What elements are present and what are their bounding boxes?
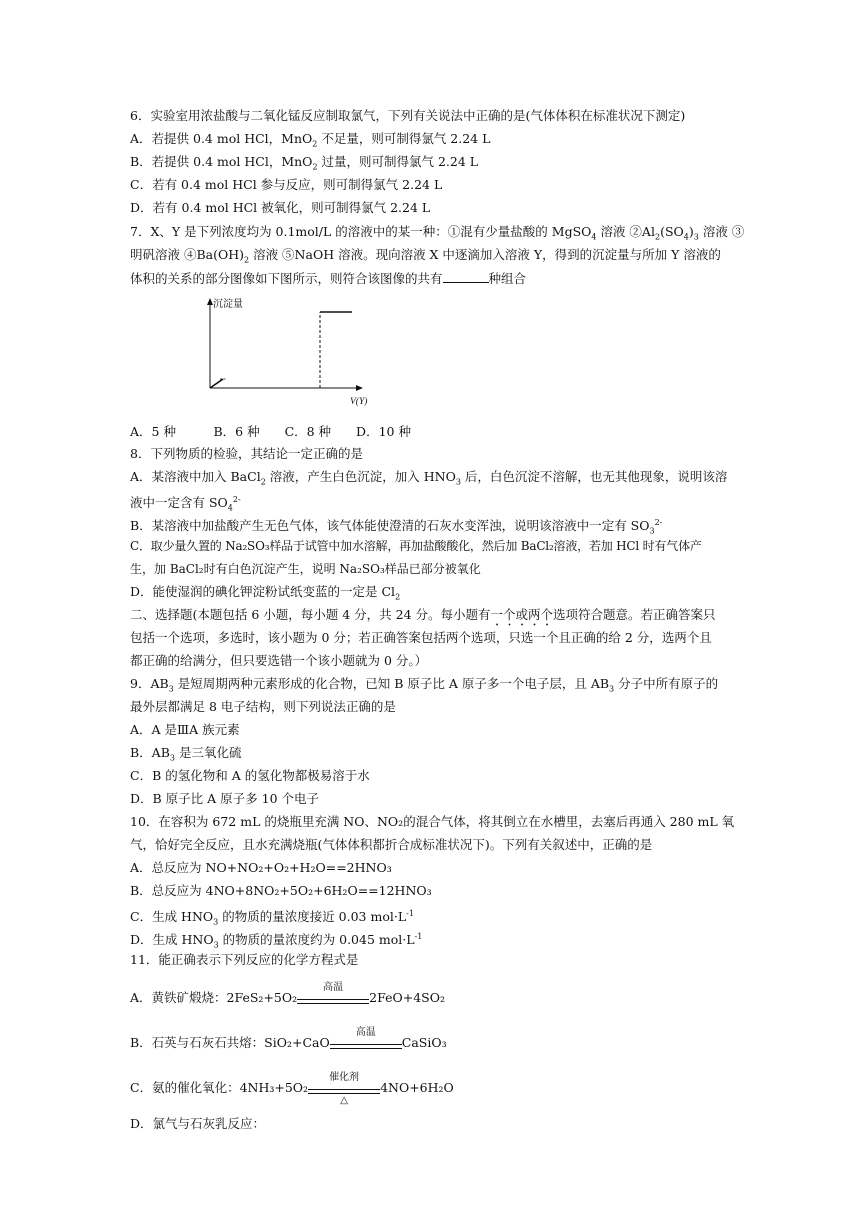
q7-stem-line3: 体积的关系的部分图像如下图所示，则符合该图像的共有 种组合 [130,271,527,286]
q8-option-a-line2: 液中一定含有 $SO_4^{2-}$ [130,495,241,513]
q8-stem: 8．下列物质的检验，其结论一定正确的是 [130,446,363,461]
q6-option-a: A．若提供 0.4 mol HCl，MnO$_2$ 不足量，则可制得氯气 2.24 L [130,131,491,149]
q10-option-d: D．生成 $HNO_3$ 的物质的量浓度约为 0.045 $mol\cdot L^{-1}$ [130,932,423,950]
q6-stem: 6．实验室用浓盐酸与二氧化锰反应制取氯气，下列有关说法中正确的是(气体体积在标准状况下测定) [130,108,686,123]
q8-option-a-line1: A．某溶液中加入 BaCl$_2$ 溶液，产生白色沉淀，加入 $HNO_3$ 后，白色沉淀不溶解，也无其他现象，说明该溶 [130,469,728,487]
reaction-condition-arrow: 高温 [330,1035,402,1051]
q11-option-a: A．黄铁矿煅烧：2FeS₂+5O₂ 高温 2FeO+4SO₂ [130,982,445,1005]
q10-option-c: C．生成 $HNO_3$ 的物质的量浓度接近 0.03 $mol\cdot L^{-1}$ [130,909,414,927]
answer-blank [443,270,489,283]
q9-stem-line1: 9．$AB_3$ 是短周期两种元素形成的化合物，已知 B 原子比 A 原子多一个电子层，且 $AB_3$ 分子中所有原子的 [130,676,719,694]
q7-stem-line1: 7．X、Y 是下列浓度均为 0.1mol/L 的溶液中的某一种：①混有少量盐酸的 MgSO$_4$ 溶液 $②Al_2(SO_4)_3$ 溶液 ③ [130,224,745,242]
graph-x-label: V(Y) [350,397,368,407]
q7-options: A．5 种 B．6 种 C．8 种 D．10 种 [130,424,411,439]
q10-stem-line1: 10．在容积为 672 mL 的烧瓶里充满 NO、NO₂的混合气体，将其倒立在水槽里，去塞后再通入 280 mL 氧 [130,814,735,829]
q8-option-c-line2: 生，加 BaCl₂时有白色沉淀产生，说明 Na₂SO₃样品已部分被氧化 [130,562,481,576]
q10-stem-line2: 气，恰好完全反应，且水充满烧瓶(气体体积都折合成标准状况下)。下列有关叙述中，正确的是 [130,837,653,852]
q11-option-b: B．石英与石灰石共熔：SiO₂+CaO 高温 CaSiO₃ [130,1027,447,1050]
q10-option-a: A．总反应为 NO+NO₂+O₂+H₂O==2HNO₃ [130,860,392,875]
q8-option-c-line1: C．取少量久置的 Na₂SO₃样品于试管中加水溶解，再加盐酸酸化，然后加 BaCl₂溶液，若加 HCl 时有气体产 [130,539,702,553]
q9-option-a: A．A 是ⅢA 族元素 [130,722,240,737]
q6-option-d: D．若有 0.4 mol HCl 被氧化，则可制得氯气 2.24 L [130,200,431,215]
q9-option-c: C．B 的氢化物和 A 的氢化物都极易溶于水 [130,768,370,783]
q10-option-b: B．总反应为 4NO+8NO₂+5O₂+6H₂O==12HNO₃ [130,883,432,898]
q9-stem-line2: 最外层都满足 8 电子结构，则下列说法正确的是 [130,699,396,714]
q7-stem-line2: 明矾溶液 $④Ba(OH)_2$ 溶液 ⑤NaOH 溶液。现向溶液 X 中逐滴加入溶液 Y，得到的沉淀量与所加 Y 溶液的 [130,247,721,265]
section2-instructions-line3: 都正确的给满分，但只要选错一个该小题就为 0 分。） [130,653,428,668]
section2-instructions-line1: 二、选择题(本题包括 6 小题，每小题 4 分，共 24 分。每小题有一个或两个选项符合题意。若正确答案只 [130,607,716,622]
q11-stem: 11．能正确表示下列反应的化学方程式是 [130,952,359,967]
q11-option-c: C．氨的催化氧化：4NH₃+5O₂ 催化剂 △ 4NO+6H₂O [130,1072,454,1106]
reaction-condition-arrow: 高温 [297,990,369,1006]
graph-y-label: 沉淀量 [213,299,243,310]
q9-option-b: B．$AB_3$ 是三氧化硫 [130,745,242,763]
q8-option-b: B．某溶液中加盐酸产生无色气体，该气体能使澄清的石灰水变浑浊，说明该溶液中一定有 $SO_3^{2-}$ [130,518,663,536]
precipitate-graph [196,292,376,410]
q6-option-c: C．若有 0.4 mol HCl 参与反应，则可制得氯气 2.24 L [130,177,443,192]
section2-instructions-line2: 包括一个选项，多选时，该小题为 0 分；若正确答案包括两个选项，只选一个且正确的给 2 分，选两个且 [130,630,712,645]
q6-option-b: B．若提供 0.4 mol HCl，MnO$_2$ 过量，则可制得氯气 2.24 L [130,154,479,172]
q11-option-d: D．氯气与石灰乳反应： [130,1116,266,1131]
q9-option-d: D．B 原子比 A 原子多 10 个电子 [130,791,320,806]
reaction-condition-arrow: 催化剂 △ [308,1080,380,1096]
q8-option-d: D．能使湿润的碘化钾淀粉试纸变蓝的一定是 $Cl_2$ [130,584,401,602]
